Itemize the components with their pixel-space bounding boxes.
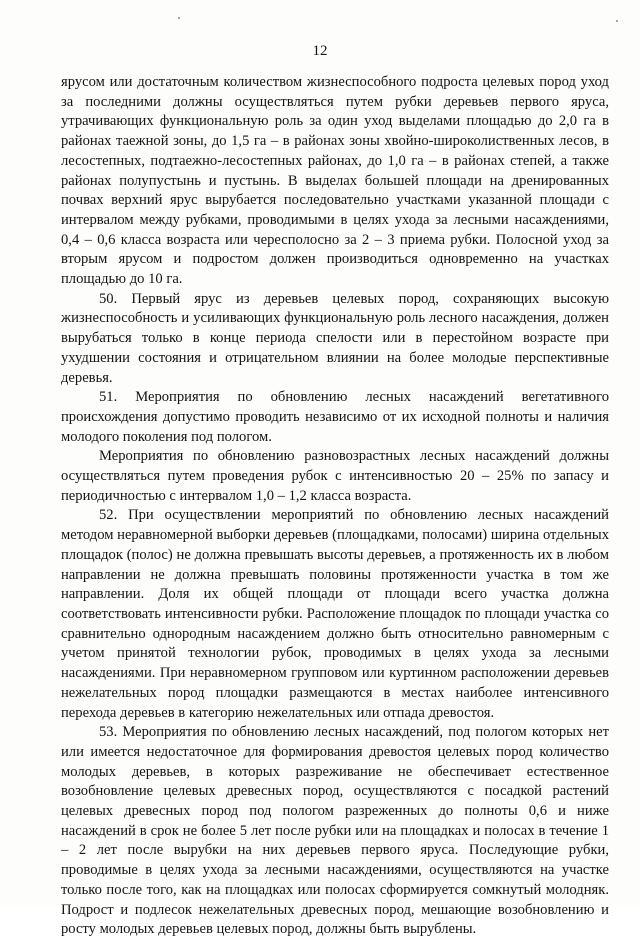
paragraph-52: 52. При осуществлении мероприятий по обновлению лесных насаждений методом неравномерной выборки деревьев (площадками, полосами) ширина отдельных площадок (полос) не должна превышать высоты деревьев, а протяженность их в любом направлении не должна превышать половины протяженности участка в том же направлении. Доля их общей площади от площади всего участка должна соответствовать интенсивности рубки. Расположение площадок по площади участка со сравнительно однородным насаждением должно быть относительно равномерным с учетом принятой технологии рубок, проводимых в целях ухода за лесными насаждениями. При неравномерном групповом или куртинном расположении деревьев нежелательных пород площадки размещаются в местах наиболее интенсивного перехода деревьев в категорию нежелательных или отпада древостоя. — [61, 507, 609, 721]
paragraph-continuation: ярусом или достаточным количеством жизнеспособного подроста целевых пород уход за последними должны осуществляться путем рубки деревьев первого яруса, утрачивающих функциональную роль за один уход выделами площадью до 2,0 га в районах таежной зоны, до 1,5 га – в районах зоны хвойно-широколиственных лесов, в лесостепных, подтаежно-лесостепных районах, до 1,0 га – в районах степей, а также районах полупустынь и пустынь. В выделах большей площади на дренированных почвах верхний ярус вырубается последовательно участками указанной площади с интервалом между рубками, проводимыми в целях ухода за лесными насаждениями, 0,4 – 0,6 класса возраста или чересполосно за 2 – 3 приема рубки. Полосной уход за вторым ярусом и подростом должен производиться одновременно на участках площадью до 10 га. — [61, 74, 609, 288]
paragraph-51: 51. Мероприятия по обновлению лесных насаждений вегетативного происхождения допустимо проводить независимо от их исходной полноты и наличия молодого поколения под пологом. — [61, 389, 609, 445]
scan-speck — [178, 17, 180, 19]
document-body — [61, 73, 609, 940]
scan-speck — [616, 20, 618, 22]
paragraph-51-continued: Мероприятия по обновлению разновозрастных лесных насаждений должны осуществляться путем проведения рубок с интенсивностью 20 – 25% по запасу и периодичностью с интервалом 1,0 – 1,2 класса возраста. — [61, 448, 609, 504]
paragraph-50: 50. Первый ярус из деревьев целевых пород, сохраняющих высокую жизнеспособность и усиливающих функциональную роль лесного насаждения, должен вырубаться только в конце периода спелости или в перестойном возрасте при ухудшении состояния и отрицательном влиянии на более молодые перспективные деревья. — [61, 290, 609, 386]
paragraph-53: 53. Мероприятия по обновлению лесных насаждений, под пологом которых нет или имеется недостаточное для формирования древостоя целевых пород количество молодых деревьев, в которых разреживание не обеспечивает естественное возобновление целевых древесных пород, осуществляются с посадкой растений целевых древесных пород под пологом разреженных до полноты 0,6 и ниже насаждений в срок не более 5 лет после рубки или на площадках и полосах в течение 1 – 2 лет после вырубки на них деревьев первого яруса. Последующие рубки, проводимые в целях ухода за лесными насаждениями, осуществляются на участке только после того, как на площадках или полосах сформируется сомкнутый молодняк. Подрост и подлесок нежелательных древесных пород, мешающие возобновлению и росту молодых деревьев целевых пород, должны быть вырублены. — [61, 724, 609, 938]
page-number: 12 — [312, 43, 328, 59]
